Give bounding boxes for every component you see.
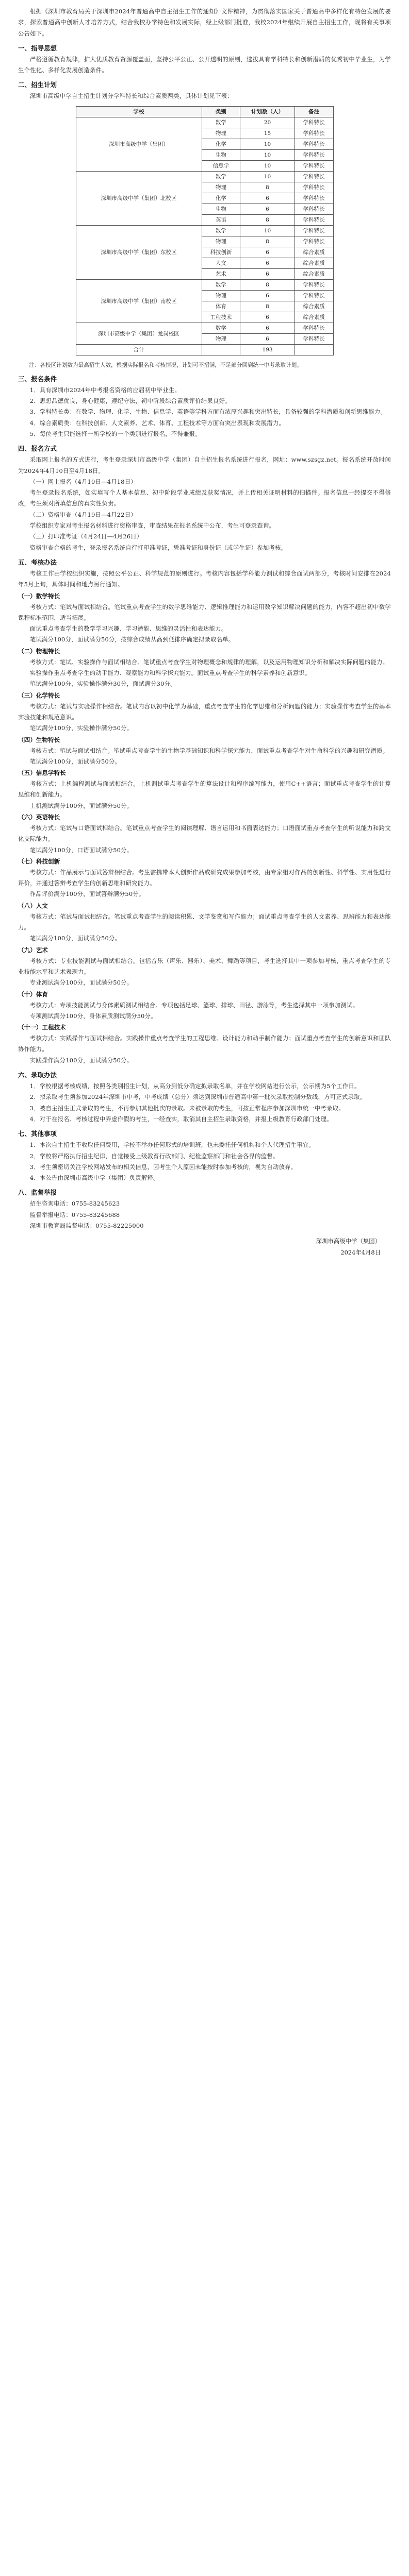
paragraph: 深圳市教育局监督电话：0755-82225000 [29, 1222, 144, 1229]
table-cell: 数学 [202, 323, 240, 333]
table-header-cell: 类别 [202, 106, 240, 117]
table-cell: 8 [240, 279, 295, 290]
table-cell: 10 [240, 149, 295, 160]
table-cell: 10 [240, 171, 295, 182]
table-cell: 综合素质 [295, 301, 333, 312]
table-cell [295, 344, 333, 355]
table-row [76, 117, 333, 128]
paragraph: 作品评价满分100分，面试答辩满分50分。 [29, 890, 145, 898]
paragraph: 3．被自主招生正式录取的考生，不再参加其他批次的录取。未被录取的考生，可按正常程序参加深圳市统一中考录取。 [29, 1104, 345, 1112]
table-cell: 艺术 [202, 268, 240, 279]
paragraph: 考核方式：笔试与口语面试相结合。笔试重点考查学生的阅读理解、语言运用和书面表达能力；口语面试重点考查学生的听说能力和跨文化交际能力。 [18, 824, 391, 843]
table-cell: 人文 [202, 258, 240, 268]
paragraph: 专项测试满分100分，身体素质测试满分50分。 [29, 1012, 157, 1020]
paragraph: 1．本次自主招生不收取任何费用，学校不举办任何形式的培训班，也未委托任何机构和个人代理招生事宜。 [29, 1141, 315, 1149]
table-cell: 学科特长 [295, 117, 333, 128]
paragraph: 学校组织专家对考生报名材料进行资格审查，审查结果在报名系统中公布，考生可登录查询。 [29, 522, 275, 530]
paragraph: 深圳市高级中学自主招生计划分学科特长和综合素质两类，具体计划见下表： [29, 92, 233, 100]
paragraph: 考核方式：笔试与实验操作相结合。笔试内容以初中化学为基础，重点考查学生的化学思维和分析问题的能力；实验操作考查学生的基本实验技能和规范意识。 [18, 702, 391, 721]
section-heading: （四）生物特长 [18, 736, 60, 743]
table-cell: 深圳市高级中学（集团）北校区 [76, 171, 202, 225]
table-cell: 8 [240, 301, 295, 312]
paragraph: 3．学科特长类：在数学、物理、化学、生物、信息学、英语等学科方面有浓厚兴趣和突出特长，具备较强的学科潜质和创新思维能力。 [29, 408, 387, 416]
paragraph: 考核方式：笔试、实验操作与面试相结合。笔试重点考查学生对物理概念和规律的理解，以及运用物理知识分析和解决实际问题的能力。 [29, 658, 389, 666]
paragraph: 考核方式：上机编程测试与面试相结合。上机测试重点考查学生的算法设计和程序编写能力，使用C++语言；面试重点考查学生的计算思维和创新能力。 [18, 780, 391, 799]
table-cell: 合计 [76, 344, 202, 355]
table-cell: 学科特长 [295, 139, 333, 149]
paragraph: 采取网上报名的方式进行，考生登录深圳市高级中学（集团）自主招生报名系统进行报名，网址：www.szsgz.net。报名系统开放时间为2024年4月10日至4月18日。 [18, 456, 391, 474]
section-heading: （九）艺术 [18, 946, 48, 954]
section-heading: 三、报名条件 [18, 375, 57, 383]
table-cell: 学科特长 [295, 225, 333, 236]
table-cell: 6 [240, 312, 295, 323]
table-cell: 学科特长 [295, 214, 333, 225]
table-cell: 6 [240, 258, 295, 268]
table-cell: 学科特长 [295, 171, 333, 182]
table-cell: 学科特长 [295, 204, 333, 214]
paragraph: 笔试满分100分，实验操作满分50分。 [29, 724, 133, 732]
table-cell: 学科特长 [295, 323, 333, 333]
table-header-cell: 备注 [295, 106, 333, 117]
table-cell: 10 [240, 139, 295, 149]
table-row [76, 279, 333, 290]
paragraph: 考核工作由学校组织实施，按照公平公正、科学规范的原则进行。考核内容包括学科能力测试和综合面试两部分，考核时间安排在2024年5月上旬，具体时间和地点另行通知。 [18, 569, 391, 588]
paragraph: 考生登录报名系统，如实填写个人基本信息、初中阶段学业成绩及获奖情况，并上传相关证明材料的扫描件。报名信息一经提交不得修改，考生须对所填信息的真实性负责。 [18, 489, 391, 507]
paragraph: （三）打印准考证（4月24日—4月26日） [29, 533, 143, 540]
table-cell: 学科特长 [295, 333, 333, 344]
table-cell: 学科特长 [295, 290, 333, 301]
table-cell: 体育 [202, 301, 240, 312]
paragraph: 考核方式：专项技能测试与身体素质测试相结合。专项包括足球、篮球、排球、田径、游泳等，考生选择其中一项参加测试。 [29, 1001, 359, 1009]
table-cell: 深圳市高级中学（集团）南校区 [76, 279, 202, 323]
paragraph: 考核方式：笔试与面试相结合。笔试重点考查学生的数学思维能力、逻辑推理能力和运用数学知识解决问题的能力，内容不超出初中数学课程标准范围，适当拓展。 [18, 603, 391, 621]
section-heading: （十）体育 [18, 990, 48, 998]
table-cell: 综合素质 [295, 258, 333, 268]
table-cell: 6 [240, 193, 295, 204]
table-cell: 综合素质 [295, 312, 333, 323]
table-cell: 10 [240, 225, 295, 236]
paragraph: 4．综合素质类：在科技创新、人文素养、艺术、体育、工程技术等方面有突出表现和发展潜力。 [29, 419, 285, 427]
paragraph: 考核方式：笔试与面试相结合。笔试重点考查学生的阅读积累、文学鉴赏和写作能力；面试重点考查学生的人文素养、思辨能力和表达能力。 [18, 912, 391, 931]
signoff-org: 深圳市高级中学（集团） [316, 1238, 381, 1245]
paragraph: 笔试满分100分，面试满分50分。 [29, 935, 121, 942]
table-cell: 物理 [202, 182, 240, 193]
signoff-date: 2024年4月8日 [340, 1249, 381, 1257]
section-heading: （三）化学特长 [18, 691, 60, 699]
table-cell: 化学 [202, 139, 240, 149]
paragraph: 资格审查合格的考生，登录报名系统自行打印准考证，凭准考证和身份证（或学生证）参加考核。 [29, 544, 287, 551]
table-cell: 学科特长 [295, 182, 333, 193]
table-cell: 6 [240, 204, 295, 214]
section-heading: 一、指导思想 [18, 44, 57, 52]
paragraph: 4．本公告由深圳市高级中学（集团）负责解释。 [29, 1174, 159, 1182]
table-cell: 20 [240, 117, 295, 128]
table-cell: 信息学 [202, 160, 240, 171]
table-cell [202, 344, 240, 355]
table-cell: 化学 [202, 193, 240, 204]
table-cell: 物理 [202, 128, 240, 139]
section-heading: 四、报名方式 [18, 445, 57, 453]
table-note: 注：各校区计划数为最高招生人数，根据实际报名和考核情况，计划可不招满，不足部分回到统一中考录取计划。 [29, 362, 302, 368]
table-cell: 生物 [202, 204, 240, 214]
table-header-row [76, 106, 333, 117]
paragraph: 专业测试满分100分，面试满分50分。 [29, 979, 133, 987]
table-cell: 学科特长 [295, 149, 333, 160]
table-cell: 6 [240, 290, 295, 301]
section-heading: （二）物理特长 [18, 647, 60, 655]
section-heading: 八、监督举报 [18, 1189, 57, 1197]
paragraph: 1．学校根据考核成绩，按照各类别招生计划，从高分到低分确定拟录取名单，并在学校网站进行公示，公示期为5个工作日。 [29, 1082, 361, 1090]
table-cell: 数学 [202, 117, 240, 128]
paragraph: 2．拟录取考生须参加2024年深圳市中考，中考成绩（总分）须达到深圳市普通高中第一批次录取控制分数线，方可正式录取。 [29, 1093, 366, 1101]
paragraph: 根据《深圳市教育局关于深圳市2024年普通高中自主招生工作的通知》文件精神，为贯彻落实国家关于普通高中多样化有特色发展的要求，探索普通高中创新人才培养方式，结合我校办学特色和发展实际，经上级部门批准，我校2024年继续开展自主招生工作，现将有关事项公告如下。 [18, 8, 391, 37]
table-cell: 数学 [202, 171, 240, 182]
table-cell: 工程技术 [202, 312, 240, 323]
table-cell: 数学 [202, 279, 240, 290]
table-cell: 物理 [202, 333, 240, 344]
table-cell: 8 [240, 182, 295, 193]
paragraph: 笔试满分100分，实验操作满分30分，面试满分30分。 [29, 680, 176, 688]
paragraph: 监督举报电话：0755-83245688 [29, 1211, 120, 1218]
section-heading: （五）信息学特长 [18, 769, 66, 777]
intro-section [18, 6, 391, 102]
section-heading: （六）英语特长 [18, 813, 60, 821]
table-body [76, 117, 333, 355]
paragraph: 考核方式：实践操作与面试相结合。实践操作重点考查学生的工程思维、设计能力和动手制作能力；面试重点考查学生的创新意识和团队协作能力。 [18, 1035, 391, 1053]
table-cell: 物理 [202, 236, 240, 247]
table-row [76, 323, 333, 333]
table-cell: 10 [240, 160, 295, 171]
paragraph: 笔试满分100分，面试满分50分。 [29, 757, 121, 765]
table-cell: 6 [240, 323, 295, 333]
table-cell: 8 [240, 236, 295, 247]
paragraph: 面试重点考查学生的数学学习兴趣、学习潜能、思维的灵活性和表达能力。 [29, 625, 227, 633]
table-cell: 综合素质 [295, 247, 333, 258]
table-cell: 英语 [202, 214, 240, 225]
paragraph: （二）资格审查（4月19日—4月22日） [29, 511, 137, 518]
table-cell: 生物 [202, 149, 240, 160]
enrollment-plan-table [76, 106, 334, 355]
section-heading: （七）科技创新 [18, 857, 60, 865]
document-page [18, 6, 391, 1258]
table-cell: 学科特长 [295, 160, 333, 171]
table-cell: 科技创新 [202, 247, 240, 258]
paragraph: 考核方式：专业技能测试与面试相结合。包括音乐（声乐、器乐）、美术、舞蹈等项目，考生选择其中一项参加考核，重点考查学生的专业技能水平和艺术表现力。 [18, 957, 391, 975]
table-cell: 综合素质 [295, 268, 333, 279]
table-cell: 6 [240, 268, 295, 279]
section-heading: 六、录取办法 [18, 1071, 57, 1079]
table-cell: 深圳市高级中学（集团）龙岗校区 [76, 323, 202, 344]
paragraph: 3．考生须密切关注学校网站发布的相关信息，因考生个人原因未能按时参加考核的，视为自动放弃。 [29, 1163, 297, 1171]
table-row [76, 171, 333, 182]
paragraph: 实验操作重点考查学生的动手能力、观察能力和科学探究能力。面试重点考查学生的科学素养和创新意识。 [29, 669, 311, 677]
paragraph: 2．思想品德优良，身心健康，遵纪守法，初中阶段综合素质评价结果良好。 [29, 397, 231, 405]
paragraph: 笔试满分100分，面试满分50分，按综合成绩从高到低排序确定拟录取名单。 [29, 636, 235, 643]
paragraph: 1．具有深圳市2024年中考报名资格的应届初中毕业生。 [29, 386, 181, 394]
paragraph: 5．每位考生只能选择一所学校的一个类别进行报名，不得兼报。 [29, 430, 201, 437]
table-cell: 学科特长 [295, 236, 333, 247]
table-cell: 学科特长 [295, 193, 333, 204]
paragraph: 上机测试满分100分，面试满分50分。 [29, 802, 133, 809]
table-cell: 6 [240, 333, 295, 344]
table-cell: 6 [240, 247, 295, 258]
paragraph: 招生咨询电话：0755-83245623 [29, 1200, 120, 1208]
paragraph: （一）网上报名（4月10日—4月18日） [29, 478, 137, 485]
section-heading: 五、考核办法 [18, 558, 57, 566]
table-header-cell: 学校 [76, 106, 202, 117]
section-heading: （十一）工程技术 [18, 1024, 66, 1031]
paragraph: 严格遵循教育规律，扩大优质教育资源覆盖面，坚持公平公正、公开透明的原则，选拔具有学科特长和创新潜质的优秀初中毕业生，为学生个性化、多样化发展创造条件。 [18, 55, 391, 74]
table-cell: 物理 [202, 290, 240, 301]
section-heading: 七、其他事项 [18, 1130, 57, 1138]
section-heading: （一）数学特长 [18, 592, 60, 600]
table-cell: 数学 [202, 225, 240, 236]
table-cell: 8 [240, 214, 295, 225]
table-cell: 15 [240, 128, 295, 139]
paragraph: 2．学校将严格执行招生纪律，自觉接受上级教育行政部门、纪检监察部门和社会各界的监督。 [29, 1152, 279, 1160]
table-cell: 深圳市高级中学（集团） [76, 117, 202, 171]
table-cell: 193 [240, 344, 295, 355]
table-row [76, 344, 333, 355]
document-body [18, 373, 391, 1232]
table-cell: 深圳市高级中学（集团）东校区 [76, 225, 202, 279]
paragraph: 考核方式：笔试与面试相结合。笔试重点考查学生的生物学基础知识和科学探究能力，面试重点考查学生对生命科学的兴趣和研究潜质。 [29, 747, 389, 754]
paragraph: 实践操作满分100分，面试满分50分。 [29, 1056, 133, 1064]
paragraph: 笔试满分100分，口语面试满分50分。 [29, 846, 133, 854]
table-cell: 学科特长 [295, 279, 333, 290]
section-heading: （八）人文 [18, 902, 48, 909]
table-row [76, 225, 333, 236]
paragraph: 考核方式：作品展示与面试答辩相结合。考生需携带本人创新作品或研究成果参加考核，由专家组对作品的创新性、科学性、实用性进行评价，并通过答辩考查学生的创新思维和研究能力。 [18, 868, 391, 887]
section-heading: 二、招生计划 [18, 81, 57, 89]
table-cell: 学科特长 [295, 128, 333, 139]
paragraph: 4．对于在报名、考核过程中弄虚作假的考生，一经查实，取消其自主招生录取资格，并报上级教育行政部门处理。 [29, 1115, 333, 1123]
table-header-cell: 计划数（人） [240, 106, 295, 117]
